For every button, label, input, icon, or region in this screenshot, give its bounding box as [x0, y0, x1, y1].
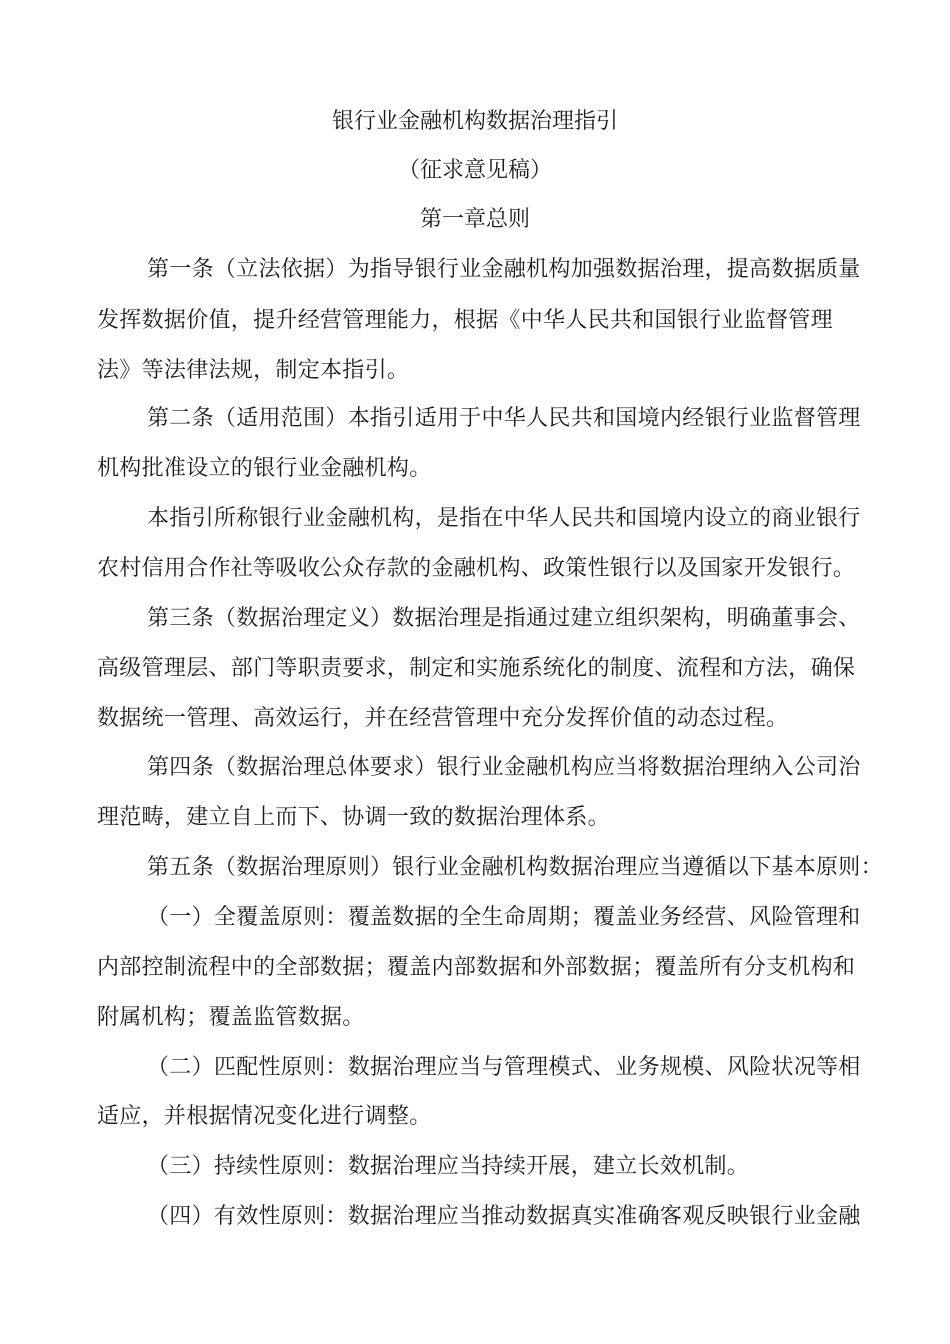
body-line: （一）全覆盖原则：覆盖数据的全生命周期；覆盖业务经营、风险管理和	[147, 905, 861, 930]
document-subtitle: （征求意见稿）	[397, 158, 552, 183]
body-line: 第二条（适用范围）本指引适用于中华人民共和国境内经银行业监督管理	[147, 406, 861, 431]
body-line: 机构批准设立的银行业金融机构。	[97, 456, 432, 481]
document-title: 银行业金融机构数据治理指引	[331, 109, 618, 134]
body-line: 发挥数据价值，提升经营管理能力，根据《中华人民共和国银行业监督管理	[97, 308, 833, 333]
body-line: 农村信用合作社等吸收公众存款的金融机构、政策性银行以及国家开发银行。	[97, 556, 856, 581]
body-line: 内部控制流程中的全部数据；覆盖内部数据和外部数据；覆盖所有分支机构和	[97, 955, 856, 980]
body-line: 本指引所称银行业金融机构，是指在中华人民共和国境内设立的商业银行	[147, 506, 861, 531]
body-line: （三）持续性原则：数据治理应当持续开展，建立长效机制。	[147, 1154, 750, 1179]
body-line: 附属机构；覆盖监管数据。	[97, 1005, 365, 1030]
body-line: 适应，并根据情况变化进行调整。	[97, 1104, 432, 1129]
chapter-heading: 第一章总则	[419, 207, 530, 232]
body-line: 第三条（数据治理定义）数据治理是指通过建立组织架构，明确董事会、	[147, 606, 861, 631]
body-line: 法》等法律法规，制定本指引。	[97, 358, 410, 383]
body-line: 理范畴，建立自上而下、协调一致的数据治理体系。	[97, 805, 610, 830]
body-line: 第四条（数据治理总体要求）银行业金融机构应当将数据治理纳入公司治	[147, 755, 861, 780]
body-line: （四）有效性原则：数据治理应当推动数据真实准确客观反映银行业金融	[147, 1204, 861, 1229]
body-line: 数据统一管理、高效运行，并在经营管理中充分发挥价值的动态过程。	[97, 706, 789, 731]
body-line: 第一条（立法依据）为指导银行业金融机构加强数据治理，提高数据质量	[147, 257, 861, 282]
body-line: （二）匹配性原则：数据治理应当与管理模式、业务规模、风险状况等相	[147, 1055, 861, 1080]
body-line: 高级管理层、部门等职责要求，制定和实施系统化的制度、流程和方法，确保	[97, 656, 856, 681]
body-line: 第五条（数据治理原则）银行业金融机构数据治理应当遵循以下基本原则：	[147, 855, 883, 880]
